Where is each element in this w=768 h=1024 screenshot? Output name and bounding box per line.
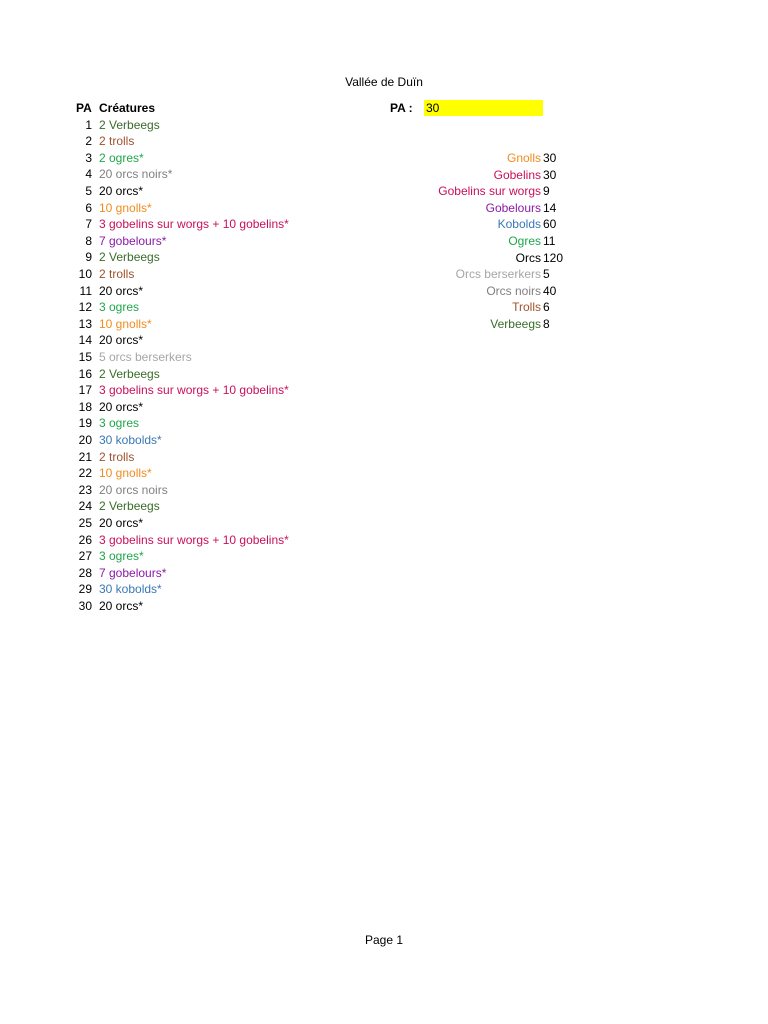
row-creature-text: 20 orcs* xyxy=(99,399,144,414)
row-pa-number: 19 xyxy=(78,416,92,431)
summary-creature-name: Ogres xyxy=(508,234,541,248)
row-creature-text: 3 ogres xyxy=(99,300,140,315)
row-creature-text: 20 orcs* xyxy=(99,598,144,613)
row-creature-text: 10 gnolls* xyxy=(99,200,152,215)
summary-creature-name: Kobolds xyxy=(497,217,541,232)
summary-creature-name: Verbeegs xyxy=(490,317,541,331)
row-pa-number: 30 xyxy=(78,598,92,613)
row-pa-number: 1 xyxy=(85,117,92,132)
row-creature-text: 2 Verbeegs xyxy=(99,117,160,132)
row-pa-number: 27 xyxy=(78,549,92,564)
row-pa-number: 13 xyxy=(78,316,92,331)
row-pa-number: 3 xyxy=(85,150,92,165)
row-pa-number: 28 xyxy=(78,565,92,580)
row-creature-text: 10 gnolls* xyxy=(99,316,152,331)
row-pa-number: 11 xyxy=(79,283,92,298)
row-pa-number: 21 xyxy=(78,449,92,464)
page-number: Page 1 xyxy=(364,933,404,947)
row-creature-text: 2 trolls xyxy=(99,134,135,149)
row-creature-text: 20 orcs* xyxy=(99,333,144,348)
row-pa-number: 10 xyxy=(78,266,92,281)
summary-creature-count: 40 xyxy=(543,283,557,298)
row-creature-text: 2 Verbeegs xyxy=(99,499,160,514)
summary-creature-count: 30 xyxy=(543,151,557,165)
row-pa-number: 9 xyxy=(85,250,92,265)
summary-creature-count: 60 xyxy=(543,217,557,232)
row-pa-number: 29 xyxy=(78,582,92,597)
row-pa-number: 22 xyxy=(78,466,92,481)
row-creature-text: 30 kobolds* xyxy=(99,432,162,447)
row-pa-number: 15 xyxy=(78,349,92,364)
row-creature-text: 20 orcs noirs* xyxy=(99,167,173,182)
summary-creature-count: 11 xyxy=(543,234,556,248)
summary-creature-count: 6 xyxy=(543,300,550,315)
row-pa-number: 23 xyxy=(78,482,92,497)
pa-total-label: PA : xyxy=(390,101,413,115)
summary-creature-count: 30 xyxy=(543,167,557,182)
row-creature-text: 5 orcs berserkers xyxy=(99,349,192,364)
row-pa-number: 4 xyxy=(85,167,92,182)
pa-total-value[interactable]: 30 xyxy=(424,100,543,116)
row-creature-text: 3 gobelins sur worgs + 10 gobelins* xyxy=(99,532,289,547)
summary-creature-count: 9 xyxy=(543,184,550,199)
row-creature-text: 20 orcs* xyxy=(99,183,144,198)
column-header-creatures: Créatures xyxy=(99,101,156,115)
summary-creature-name: Gnolls xyxy=(506,151,541,165)
summary-creature-name: Orcs noirs xyxy=(486,283,541,298)
row-pa-number: 5 xyxy=(85,183,92,198)
row-creature-text: 2 Verbeegs xyxy=(99,250,160,265)
row-pa-number: 8 xyxy=(85,233,92,248)
row-creature-text: 7 gobelours* xyxy=(99,233,167,248)
row-creature-text: 2 trolls xyxy=(99,266,135,281)
row-creature-text: 20 orcs noirs xyxy=(99,482,168,497)
row-pa-number: 2 xyxy=(85,134,92,149)
row-pa-number: 20 xyxy=(78,432,92,447)
row-creature-text: 20 orcs* xyxy=(99,515,144,530)
row-creature-text: 20 orcs* xyxy=(99,283,144,298)
summary-creature-name: Gobelours xyxy=(485,200,541,215)
row-creature-text: 3 ogres* xyxy=(99,549,144,564)
summary-creature-count: 120 xyxy=(543,250,564,265)
row-creature-text: 2 Verbeegs xyxy=(99,366,160,381)
summary-creature-count: 14 xyxy=(543,200,557,215)
row-creature-text: 3 ogres xyxy=(99,416,140,431)
row-pa-number: 25 xyxy=(78,515,92,530)
row-pa-number: 26 xyxy=(78,532,92,547)
column-header-pa: PA xyxy=(76,101,92,115)
summary-creature-name: Orcs xyxy=(515,250,541,265)
summary-creature-name: Orcs berserkers xyxy=(455,267,541,282)
row-creature-text: 30 kobolds* xyxy=(99,582,162,597)
page-title: Vallée de Duïn xyxy=(345,75,423,89)
row-pa-number: 24 xyxy=(78,499,92,514)
row-pa-number: 6 xyxy=(85,200,92,215)
summary-creature-name: Trolls xyxy=(512,300,541,315)
summary-creature-count: 5 xyxy=(543,267,550,282)
summary-creature-count: 8 xyxy=(543,317,550,331)
summary-creature-name: Gobelins sur worgs xyxy=(438,184,541,199)
row-pa-number: 12 xyxy=(78,300,92,315)
row-creature-text: 3 gobelins sur worgs + 10 gobelins* xyxy=(99,383,289,398)
row-creature-text: 2 ogres* xyxy=(99,150,144,165)
row-pa-number: 14 xyxy=(78,333,92,348)
row-creature-text: 3 gobelins sur worgs + 10 gobelins* xyxy=(99,217,289,232)
summary-creature-name: Gobelins xyxy=(493,167,541,182)
row-creature-text: 10 gnolls* xyxy=(99,466,152,481)
row-pa-number: 18 xyxy=(78,399,92,414)
row-pa-number: 7 xyxy=(85,217,92,232)
row-pa-number: 16 xyxy=(78,366,92,381)
row-creature-text: 2 trolls xyxy=(99,449,135,464)
row-pa-number: 17 xyxy=(78,383,92,398)
row-creature-text: 7 gobelours* xyxy=(99,565,167,580)
